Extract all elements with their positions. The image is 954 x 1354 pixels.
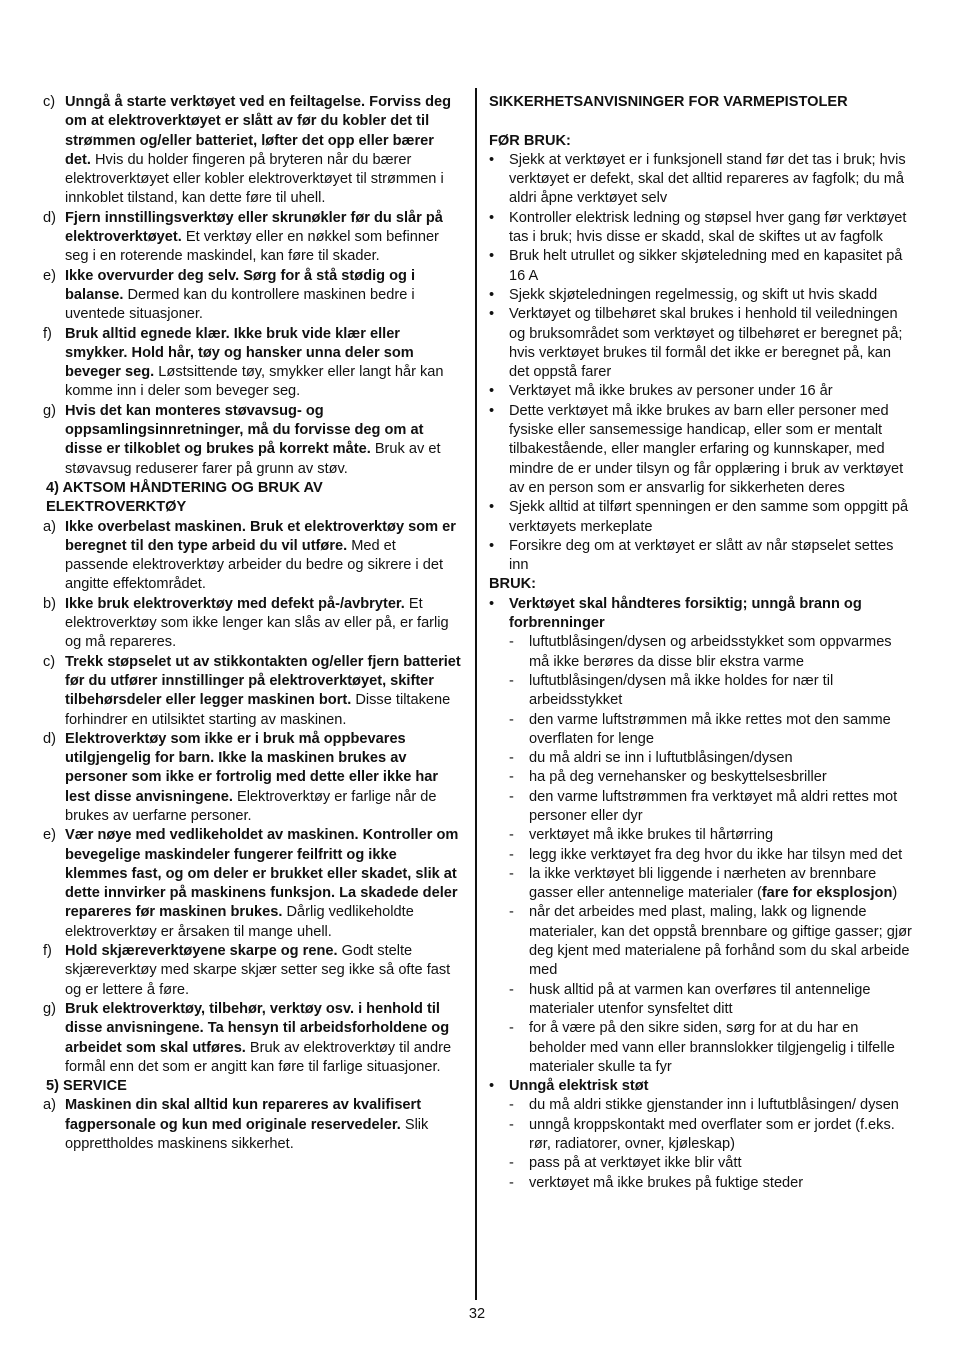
list-item (43, 730, 462, 826)
list-item (43, 653, 462, 730)
dash-text: for å være på den sikre siden, sørg for at du har en beholder med vann eller brannslokker tilgjengelig i tilfelle materialer skulle ta fyr (529, 1020, 895, 1075)
dash-text: verktøyet må ikke brukes til hårtørring (529, 827, 774, 844)
section-heading: BRUK: (489, 576, 537, 593)
dash-text: ha på deg vernehansker og beskyttelsesbriller (529, 769, 827, 786)
bullet-text: Kontroller elektrisk ledning og støpsel hver gang før verktøyet tas i bruk; hvis disse er skadd, skal de skiftes ut av fagfolk (509, 209, 907, 246)
list-item (43, 267, 462, 325)
item-marker: f) (43, 325, 52, 342)
bullet-bold-text: Unngå elektrisk støt (509, 1078, 649, 1095)
dash-item (489, 846, 913, 865)
item-bold-text: Maskinen din skal alltid kun repareres av kvalifisert fagpersonale og kun med originale reservedeler. (65, 1097, 422, 1133)
dash-item (489, 826, 913, 845)
item-text: Dårlig vedlikeholdte elektroverktøy er årsaken til mange uhell. (65, 904, 414, 940)
item-bold-text: Ikke overbelast maskinen. Bruk et elektroverktøy som er beregnet til den type arbeid du vil utføre. (65, 518, 456, 554)
bullet-icon: • (489, 499, 495, 516)
section-heading: 4) AKTSOM HÅNDTERING OG BRUK AV ELEKTROVERKTØY (46, 479, 323, 516)
dash-text: husk alltid på at varmen kan overføres til antennelige materialer utenfor synsfeltet ditt (529, 981, 871, 1017)
dash-icon: - (509, 788, 514, 805)
item-text: Bruk av elektroverktøy til andre formål enn det som er angitt kan føre til farlige situasjoner. (65, 1039, 452, 1075)
bullet-item (489, 151, 913, 209)
bullet-icon: • (489, 151, 495, 168)
dash-text-after: ) (892, 885, 898, 902)
bullet-item (489, 595, 913, 634)
bullet-bold-text: Verktøyet skal håndteres forsiktig; unngå brann og forbrenninger (509, 595, 862, 632)
bullet-icon: • (489, 595, 495, 612)
bullet-text: Verktøyet og tilbehøret skal brukes i henhold til veiledningen og bruksområdet som verktøyet og tilbehøret er beregnet på; hvis verktøyet brukes til formål det ikke er beregnet på, kan det oppstå farer (509, 306, 903, 381)
item-bold-text: Ikke bruk elektroverktøy med defekt på-/avbryter. (65, 595, 405, 612)
dash-item (489, 1116, 913, 1155)
dash-item (489, 749, 913, 768)
dash-text: la ikke verktøyet bli liggende i nærheten av brennbare gasser eller antennelige materialer ( (529, 865, 877, 902)
dash-item (489, 1019, 913, 1077)
dash-icon: - (509, 1155, 514, 1172)
bullet-icon: • (489, 537, 495, 554)
item-bold-text: Elektroverktøy som ikke er i bruk må oppbevares utilgjengelig for barn. Ikke la maskinen brukes av personer som ikke er fortrolig med dette eller ikke har lest disse anvisningene. (65, 730, 439, 805)
item-marker: a) (43, 518, 56, 535)
item-marker: b) (43, 595, 56, 612)
bullet-icon: • (489, 209, 495, 226)
dash-icon: - (509, 1116, 514, 1133)
dash-icon: - (509, 750, 514, 767)
dash-bold-text: fare for eksplosjon (761, 885, 893, 902)
item-marker: e) (43, 827, 56, 844)
list-item (43, 942, 462, 1000)
item-text: Elektroverktøy er farlige når de brukes av uerfarne personer. (65, 788, 437, 824)
dash-text: den varme luftstrømmen fra verktøyet må aldri rettes mot personer eller dyr (529, 788, 898, 824)
dash-text: luftutblåsingen/dysen må ikke holdes for nær til arbeidsstykket (529, 672, 834, 709)
list-item (43, 325, 462, 402)
bullet-text: Sjekk at verktøyet er i funksjonell stand før det tas i bruk; hvis verktøyet er defekt, skal det alltid repareres av fagfolk; du må aldri åpne verktøyet selv (509, 151, 906, 207)
dash-icon: - (509, 711, 514, 728)
bullet-item (489, 247, 913, 286)
bullet-text: Sjekk alltid at tilført spenningen er den samme som oppgitt på verktøyets merkeplate (509, 499, 909, 535)
bullet-item (489, 498, 913, 537)
list-item (43, 1000, 462, 1077)
dash-item (489, 1174, 913, 1193)
item-marker: e) (43, 267, 56, 284)
item-bold-text: Trekk støpselet ut av stikkontakten og/eller fjern batteriet før du utfører innstillinger på elektroverktøyet, skifter tilbehørsdeler eller legger maskinen bort. (65, 653, 461, 709)
dash-item (489, 633, 913, 672)
bullet-item (489, 1077, 913, 1096)
dash-icon: - (509, 865, 514, 882)
bullet-item (489, 382, 913, 401)
item-bold-text: Ikke overvurder deg selv. Sørg for å stå stødig og i balanse. (65, 267, 416, 303)
list-item (43, 209, 462, 267)
dash-text: du må aldri se inn i luftutblåsingen/dysen (529, 750, 793, 767)
item-marker: g) (43, 1000, 56, 1017)
dash-item (489, 672, 913, 711)
bullet-icon: • (489, 306, 495, 323)
dash-item (489, 865, 913, 904)
bullet-text: Bruk helt utrullet og sikker skjøteledning med en kapasitet på 16 A (509, 248, 903, 284)
item-marker: g) (43, 402, 56, 419)
dash-text: verktøyet må ikke brukes på fuktige steder (529, 1174, 804, 1191)
dash-icon: - (509, 634, 514, 651)
dash-item (489, 903, 913, 980)
item-marker: d) (43, 730, 56, 747)
dash-text: luftutblåsingen/dysen og arbeidsstykket som oppvarmes må ikke berøres da disse blir ekstra varme (529, 634, 892, 670)
item-text: Med et passende elektroverktøy arbeider du bedre og sikrere i det angitte effektområdet. (65, 537, 444, 593)
bullet-text: Forsikre deg om at verktøyet er slått av når støpselet settes inn (509, 537, 894, 574)
section-heading: FØR BRUK: (489, 132, 571, 149)
item-text: Løstsittende tøy, smykker eller langt hår kan komme inn i deler som beveger seg. (65, 364, 444, 400)
bullet-text: Sjekk skjøteledningen regelmessig, og skift ut hvis skadd (509, 286, 878, 303)
list-item (43, 518, 462, 595)
dash-text: legg ikke verktøyet fra deg hvor du ikke har tilsyn med det (529, 846, 903, 863)
dash-icon: - (509, 1020, 514, 1037)
dash-item (489, 1154, 913, 1173)
bullet-item (489, 305, 913, 382)
item-bold-text: Hold skjæreverktøyene skarpe og rene. (65, 943, 338, 960)
item-text: Et elektroverktøy som ikke lenger kan slås av eller på, er farlig og må repareres. (65, 595, 449, 651)
dash-icon: - (509, 904, 514, 921)
dash-icon: - (509, 769, 514, 786)
section-heading: SIKKERHETSANVISNINGER FOR VARMEPISTOLER (489, 94, 848, 110)
dash-icon: - (509, 672, 514, 689)
section-heading: 5) SERVICE (46, 1078, 127, 1095)
bullet-text: Verktøyet må ikke brukes av personer under 16 år (509, 383, 833, 400)
item-bold-text: Bruk elektroverktøy, tilbehør, verktøy osv. i henhold til disse anvisningene. Ta hensyn til arbeidsforholdene og arbeidet som skal utføres. (65, 1000, 450, 1056)
dash-icon: - (509, 981, 514, 998)
dash-item (489, 711, 913, 750)
bullet-icon: • (489, 286, 495, 303)
list-item (43, 595, 462, 653)
item-bold-text: Bruk alltid egnede klær. Ikke bruk vide klær eller smykker. Hold hår, tøy og hansker unna deler som beveger seg. (65, 325, 414, 381)
dash-text: unngå kroppskontakt med overflater som er jordet (f.eks. rør, radiatorer, ovner, kjøleskap) (529, 1116, 895, 1153)
dash-icon: - (509, 846, 514, 863)
spacer (489, 112, 913, 131)
dash-item (489, 981, 913, 1020)
item-bold-text: Unngå å starte verktøyet ved en feiltagelse. Forviss deg om at elektroverktøyet er slått av før du kobler det til strømmen og/eller batteriet, løfter det opp eller bærer det. (65, 94, 452, 168)
item-text: Disse tiltakene forhindrer en utilsiktet starting av maskinen. (65, 692, 451, 728)
dash-item (489, 768, 913, 787)
dash-text: du må aldri stikke gjenstander inn i luftutblåsingen/ dysen (529, 1097, 899, 1114)
item-bold-text: Vær nøye med vedlikeholdet av maskinen. Kontroller om bevegelige maskindeler fungerer feilfritt og ikke klemmes fast, og om deler er brukket eller skadet, slik at dette innvirker på maskinens funksjon. La skadede deler repareres før maskinen brukes. (65, 827, 459, 921)
bullet-icon: • (489, 248, 495, 265)
dash-item (489, 788, 913, 827)
item-text: Slik opprettholdes maskinens sikkerhet. (65, 1116, 429, 1153)
item-bold-text: Fjern innstillingsverktøy eller skrunøkler før du slår på elektroverktøyet. (65, 209, 443, 246)
item-text: Et verktøy eller en nøkkel som befinner seg i en roterende maskindel, kan føre til skader. (65, 229, 439, 265)
dash-text: når det arbeides med plast, maling, lakk og lignende materialer, kan det oppstå brennbare og giftige gasser; gjør deg kjent med materialene på forhånd som du skal arbeide med (529, 904, 912, 979)
bullet-icon: • (489, 1078, 495, 1095)
dash-text: pass på at verktøyet ikke blir vått (529, 1155, 742, 1172)
item-text: Dermed kan du kontrollere maskinen bedre i uventede situasjoner. (65, 286, 415, 323)
dash-icon: - (509, 1097, 514, 1114)
dash-icon: - (509, 1174, 514, 1191)
item-text: Bruk av et støvavsug reduserer farer på grunn av støv. (65, 441, 441, 477)
item-marker: c) (43, 94, 56, 110)
dash-item (489, 1096, 913, 1115)
page-number: 32 (468, 1306, 486, 1322)
bullet-icon: • (489, 402, 495, 419)
list-item (43, 402, 462, 479)
bullet-icon: • (489, 383, 495, 400)
item-marker: d) (43, 209, 56, 226)
list-item (43, 1096, 462, 1154)
right-column (489, 93, 913, 1193)
item-marker: c) (43, 653, 56, 670)
item-marker: f) (43, 943, 52, 960)
bullet-item (489, 402, 913, 498)
list-item (43, 93, 462, 209)
dash-text: den varme luftstrømmen må ikke rettes mot den samme overflaten for lenge (529, 711, 891, 747)
item-text: Godt stelte skjæreverktøy med skarpe skjær setter seg ikke så ofte fast og er lettere å føre. (65, 943, 451, 998)
bullet-text: Dette verktøyet må ikke brukes av barn eller personer med fysiske eller sansemessige handicap, eller som er mentalt tilbakestående, eller mangler erfaring og kunnskaper, med mindre de er under tilsyn og får opplæring i bruk av verktøyet av en person som er ansvarlig for sikkerheten deres (509, 402, 904, 496)
column-divider (475, 88, 477, 1300)
item-bold-text: Hvis det kan monteres støvavsug- og oppsamlingsinnretninger, må du forvisse deg om at disse er tilkoblet og brukes på korrekt måte. (65, 402, 424, 458)
item-text: Hvis du holder fingeren på bryteren når du bærer elektroverktøyet eller kobler elektroverktøyet til strømmen i innkoblet tilstand, kan dette føre til uhell. (65, 151, 444, 207)
bullet-item (489, 209, 913, 248)
bullet-item (489, 286, 913, 305)
dash-icon: - (509, 827, 514, 844)
item-marker: a) (43, 1097, 56, 1114)
bullet-item (489, 537, 913, 576)
list-item (43, 826, 462, 942)
left-column (43, 93, 462, 1154)
